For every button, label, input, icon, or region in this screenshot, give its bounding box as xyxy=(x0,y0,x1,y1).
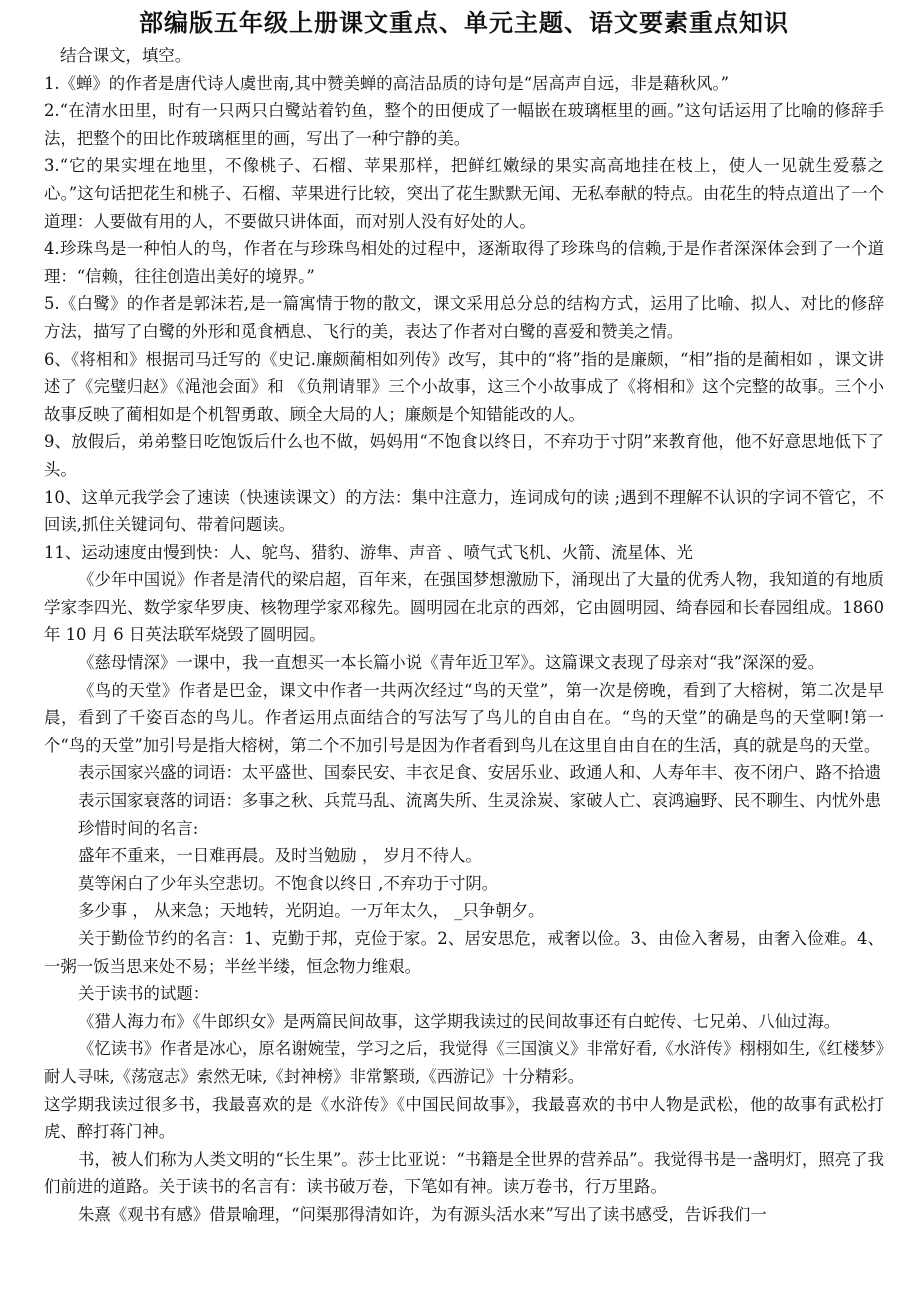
paragraph: 表示国家衰落的词语：多事之秋、兵荒马乱、流离失所、生灵涂炭、家破人亡、哀鸿遍野、民不聊生、内忧外患 xyxy=(78,791,882,811)
paragraph: 3.“它的果实埋在地里，不像桃子、石榴、苹果那样，把鲜红嫩绿的果实高高地挂在枝上，使人一见就生爱慕之心。”这句话把花生和桃子、石榴、苹果进行比较，突出了花生默默无闻、无私奉献的特点。由花生的特点道出了一个道理：人要做有用的人，不要做只讲体面，而对别人没有好处的人。 xyxy=(44,156,884,231)
paragraph: 关于读书的试题： xyxy=(78,984,210,1004)
paragraph: 关于勤俭节约的名言：1、克勤于邦，克俭于家。2、居安思危，戒奢以俭。3、由俭入奢易，由奢入俭难。4、一粥一饭当思来处不易；半丝半缕，恒念物力维艰。 xyxy=(44,929,884,976)
paragraph: 《鸟的天堂》作者是巴金，课文中作者一共两次经过“鸟的天堂”，第一次是傍晚，看到了大榕树，第二次是早晨，看到了千姿百态的鸟儿。作者运用点面结合的写法写了鸟儿的自由自在。“鸟的天堂”的确是鸟的天堂啊!第一个“鸟的天堂”加引号是指大榕树，第二个不加引号是因为作者看到鸟儿在这里自由自在的生活，真的就是鸟的天堂。 xyxy=(44,680,884,755)
paragraph: 多少事 ， 从来急；天地转，光阴迫。一万年太久， _只争朝夕。 xyxy=(78,901,545,921)
document-body xyxy=(44,42,884,1229)
paragraph: 书，被人们称为人类文明的“长生果”。莎士比亚说：“书籍是全世界的营养品”。我觉得书是一盏明灯，照亮了我们前进的道路。关于读书的名言有：读书破万卷，下笔如有神。读万卷书，行万里路。 xyxy=(44,1149,884,1197)
paragraph: 结合课文，填空。 xyxy=(60,46,192,65)
paragraph: 9、放假后，弟弟整日吃饱饭后什么也不做，妈妈用“不饱食以终日，不弃功于寸阴”来教育他，他不好意思地低下了头。 xyxy=(44,432,884,479)
paragraph: 表示国家兴盛的词语：太平盛世、国泰民安、丰衣足食、安居乐业、政通人和、人寿年丰、夜不闭户、路不拾遗 xyxy=(78,763,882,783)
paragraph: 《忆读书》作者是冰心，原名谢婉莹，学习之后，我觉得《三国演义》非常好看,《水浒传》栩栩如生,《红楼梦》耐人寻味,《荡寇志》索然无味,《封神榜》非常繁琐,《西游记》十分精彩。 xyxy=(44,1039,884,1086)
paragraph: 珍惜时间的名言: xyxy=(78,818,199,838)
paragraph: 《少年中国说》作者是清代的梁启超，百年来，在强国梦想激励下，涌现出了大量的优秀人物，我知道的有地质学家李四光、数学家华罗庚、核物理学家邓稼先。圆明园在北京的西郊，它由圆明园、绮春园和长春园组成。1860 年 10 月 6 日英法联军烧毁了圆明园。 xyxy=(44,570,884,645)
paragraph: 这学期我读过很多书，我最喜欢的是《水浒传》《中国民间故事》，我最喜欢的书中人物是武松，他的故事有武松打虎、醉打蒋门神。 xyxy=(44,1094,884,1142)
paragraph: 《猎人海力布》《牛郎织女》是两篇民间故事，这学期我读过的民间故事还有白蛇传、七兄弟、八仙过海。 xyxy=(78,1011,841,1031)
paragraph: 10、这单元我学会了速读（快速读课文）的方法：集中注意力，连词成句的读 ;遇到不理解不认识的字词不管它，不回读,抓住关键词句、带着问题读。 xyxy=(44,487,884,535)
paragraph: 朱熹《观书有感》借景喻理，“问渠那得清如许，为有源头活水来”写出了读书感受，告诉我们一 xyxy=(78,1204,767,1224)
paragraph: 《慈母情深》一课中，我一直想买一本长篇小说《青年近卫军》。这篇课文表现了母亲对“我”深深的爱。 xyxy=(78,653,825,673)
document-title: 部编版五年级上册课文重点、单元主题、语文要素重点知识 xyxy=(139,8,789,37)
paragraph: 1.《蝉》的作者是唐代诗人虞世南,其中赞美蝉的高洁品质的诗句是“居高声自远，非是藉秋风。” xyxy=(44,73,730,93)
paragraph: 莫等闲白了少年头空悲切。不饱食以终日 ,不弃功于寸阴。 xyxy=(78,873,499,893)
paragraph: 5.《白鹭》的作者是郭沫若,是一篇寓情于物的散文，课文采用总分总的结构方式，运用了比喻、拟人、对比的修辞方法，描写了白鹭的外形和觅食栖息、飞行的美，表达了作者对白鹭的喜爱和赞美之情。 xyxy=(44,294,884,341)
paragraph: 11、运动速度由慢到快：人、鸵鸟、猎豹、游隼、声音 、喷气式飞机、火箭、流星体、光 xyxy=(44,542,693,562)
paragraph: 6、《将相和》根据司马迁写的《史记.廉颇蔺相如列传》改写，其中的“将”指的是廉颇，“相”指的是蔺相如 ，课文讲述了《完璧归赵》《渑池会面》和 《负荆请罪》三个小故事，这三个小故事成了《将相和》这个完整的故事。三个小故事反映了蔺相如是个机智勇敢、顾全大局的人；廉颇是个知错能改的人。 xyxy=(44,349,884,424)
paragraph: 4.珍珠鸟是一种怕人的鸟，作者在与珍珠鸟相处的过程中，逐渐取得了珍珠鸟的信赖,于是作者深深体会到了一个道理：“信赖，往往创造出美好的境界。” xyxy=(44,239,884,286)
paragraph: 2.“在清水田里，时有一只两只白鹭站着钓鱼，整个的田便成了一幅嵌在玻璃框里的画。”这句话运用了比喻的修辞手法，把整个的田比作玻璃框里的画，写出了一种宁静的美。 xyxy=(44,101,884,148)
paragraph: 盛年不重来，一日难再晨。及时当勉励 ， 岁月不待人。 xyxy=(78,846,482,866)
